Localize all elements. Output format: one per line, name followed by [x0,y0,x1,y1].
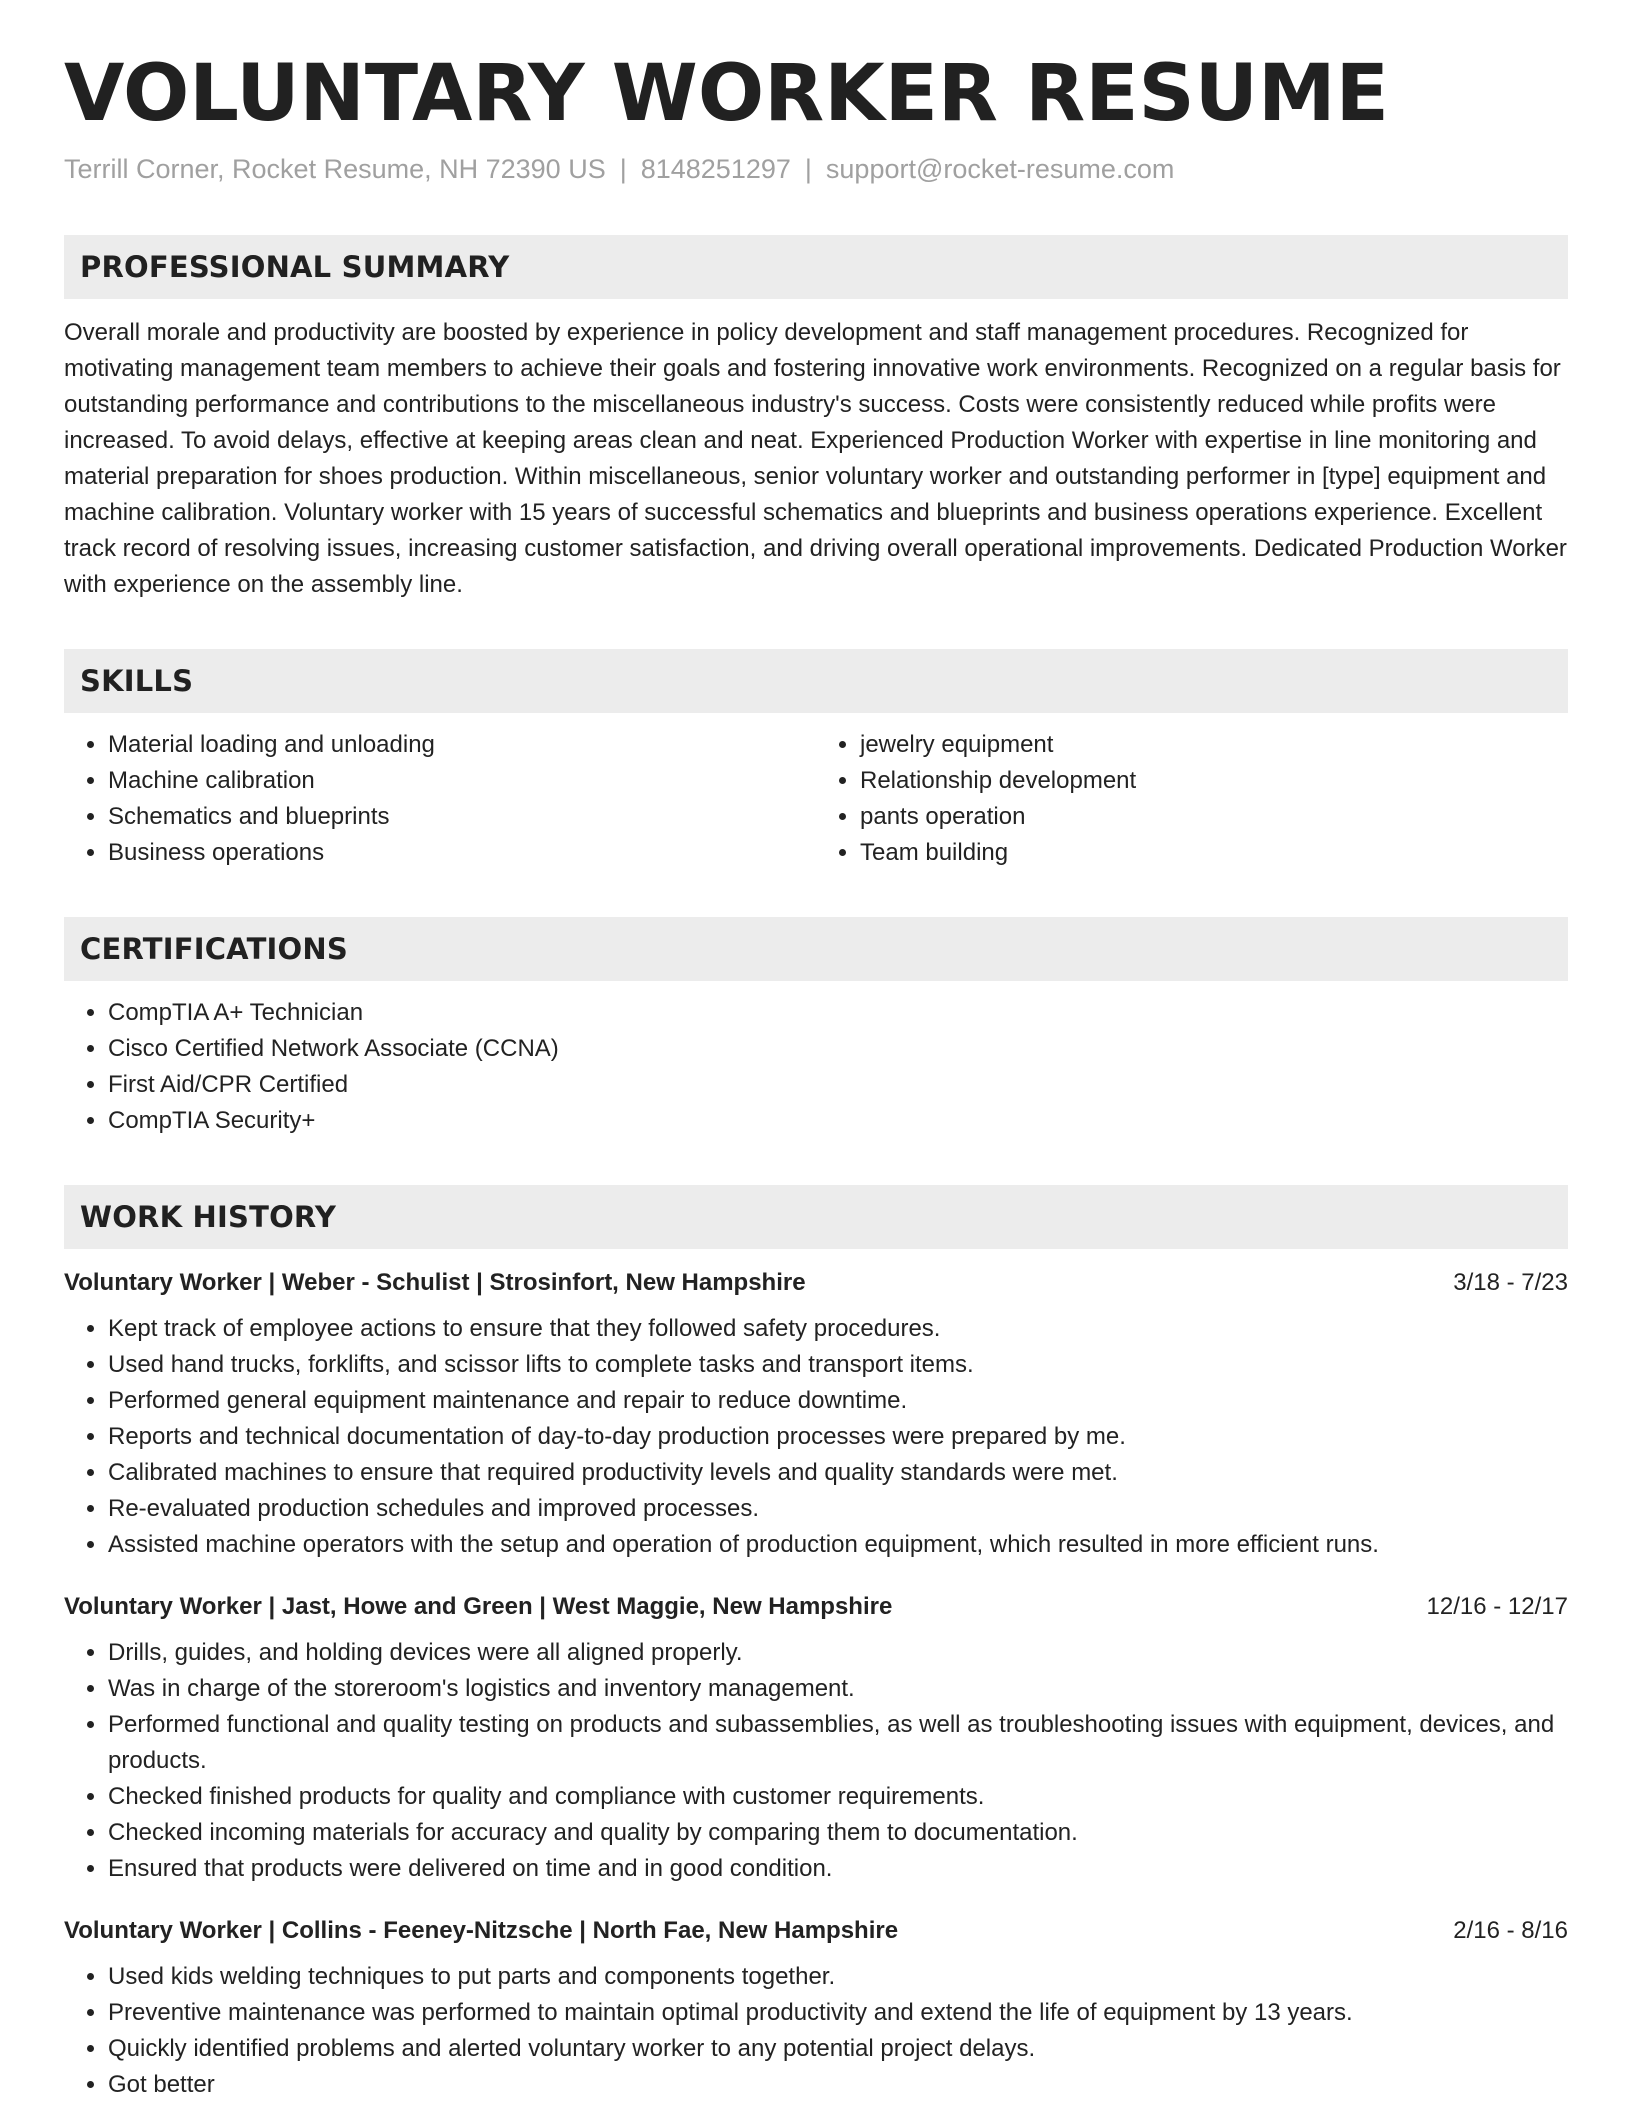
summary-text: Overall morale and productivity are boosted by experience in policy development and staff management procedures. Recognized for motivating management team members to achieve their goals and fostering innovative work environments. Recognized on a regular basis for outstanding performance and contributions to the miscellaneous industry's success. Costs were consistently reduced while profits were increased. To avoid delays, effective at keeping areas clean and neat. Experienced Production Worker with expertise in line monitoring and material preparation for shoes production. Within miscellaneous, senior voluntary worker and outstanding performer in [type] equipment and machine calibration. Voluntary worker with 15 years of successful schematics and blueprints and business operations experience. Excellent track record of resolving issues, increasing customer satisfaction, and driving overall operational improvements. Dedicated Production Worker with experience on the assembly line. [64,318,1567,598]
job-bullet: • Was in charge of the storeroom's logistics and inventory management. [108,1671,1568,1707]
section-header-skills: SKILLS [64,649,1568,713]
certification-item: • CompTIA A+ Technician [108,995,1568,1031]
skill-item: • pants operation [860,799,1568,835]
certifications-list [64,995,1568,1139]
skill-item: • Relationship development [860,763,1568,799]
job-bullet: • Checked finished products for quality and compliance with customer requirements. [108,1779,1568,1815]
job-bullets [64,1635,1568,1887]
job-entry [64,1265,1568,1563]
job-dates: 3/18 - 7/23 [1453,1268,1568,1296]
certification-item: • CompTIA Security+ [108,1103,1568,1139]
job-header [64,1265,1568,1301]
contact-address: Terrill Corner, Rocket Resume, NH 72390 US [64,153,606,184]
skill-item: • jewelry equipment [860,727,1568,763]
job-entry [64,1589,1568,1887]
skills-list-right [816,727,1568,871]
job-bullet: • Performed functional and quality testing on products and subassemblies, as well as troubleshooting issues with equipment, devices, and products. [108,1707,1568,1779]
job-bullet: • Kept track of employee actions to ensure that they followed safety procedures. [108,1311,1568,1347]
job-header [64,1589,1568,1625]
section-header-work-history: WORK HISTORY [64,1185,1568,1249]
job-dates: 2/16 - 8/16 [1453,1916,1568,1944]
job-title: Voluntary Worker | Jast, Howe and Green | West Maggie, New Hampshire [64,1592,893,1620]
job-bullet: • Assisted machine operators with the setup and operation of production equipment, which resulted in more efficient runs. [108,1527,1568,1563]
job-dates: 12/16 - 12/17 [1426,1592,1568,1620]
job-bullets [64,1959,1568,2103]
certification-item: • First Aid/CPR Certified [108,1067,1568,1103]
job-bullet: • Got better [108,2067,1568,2103]
skill-item: • Machine calibration [108,763,816,799]
job-bullet: • Checked incoming materials for accuracy and quality by comparing them to documentation. [108,1815,1568,1851]
job-bullet: • Ensured that products were delivered on time and in good condition. [108,1851,1568,1887]
job-bullet: • Used hand trucks, forklifts, and scissor lifts to complete tasks and transport items. [108,1347,1568,1383]
certification-item: • Cisco Certified Network Associate (CCNA) [108,1031,1568,1067]
job-entry [64,1913,1568,2103]
contact-separator: | [619,153,627,184]
contact-line [64,154,1568,185]
contact-phone: 8148251297 [640,153,791,184]
job-bullets [64,1311,1568,1563]
job-title: Voluntary Worker | Weber - Schulist | Strosinfort, New Hampshire [64,1268,806,1296]
resume-title: VOLUNTARY WORKER RESUME [64,49,1389,139]
section-header-certifications: CERTIFICATIONS [64,917,1568,981]
contact-email: support@rocket-resume.com [825,153,1175,184]
job-bullet: • Calibrated machines to ensure that required productivity levels and quality standards were met. [108,1455,1568,1491]
contact-separator: | [804,153,812,184]
skills-list-left [64,727,816,871]
job-bullet: • Reports and technical documentation of day-to-day production processes were prepared by me. [108,1419,1568,1455]
job-bullet: • Re-evaluated production schedules and improved processes. [108,1491,1568,1527]
skill-item: • Business operations [108,835,816,871]
section-header-summary: PROFESSIONAL SUMMARY [64,235,1568,299]
job-bullet: • Quickly identified problems and alerted voluntary worker to any potential project delays. [108,2031,1568,2067]
skills-grid [64,727,1568,871]
job-title: Voluntary Worker | Collins - Feeney-Nitzsche | North Fae, New Hampshire [64,1916,899,1944]
skill-item: • Material loading and unloading [108,727,816,763]
job-bullet: • Drills, guides, and holding devices were all aligned properly. [108,1635,1568,1671]
skill-item: • Schematics and blueprints [108,799,816,835]
job-bullet: • Preventive maintenance was performed to maintain optimal productivity and extend the life of equipment by 13 years. [108,1995,1568,2031]
job-bullet: • Used kids welding techniques to put parts and components together. [108,1959,1568,1995]
job-header [64,1913,1568,1949]
skill-item: • Team building [860,835,1568,871]
job-bullet: • Performed general equipment maintenance and repair to reduce downtime. [108,1383,1568,1419]
